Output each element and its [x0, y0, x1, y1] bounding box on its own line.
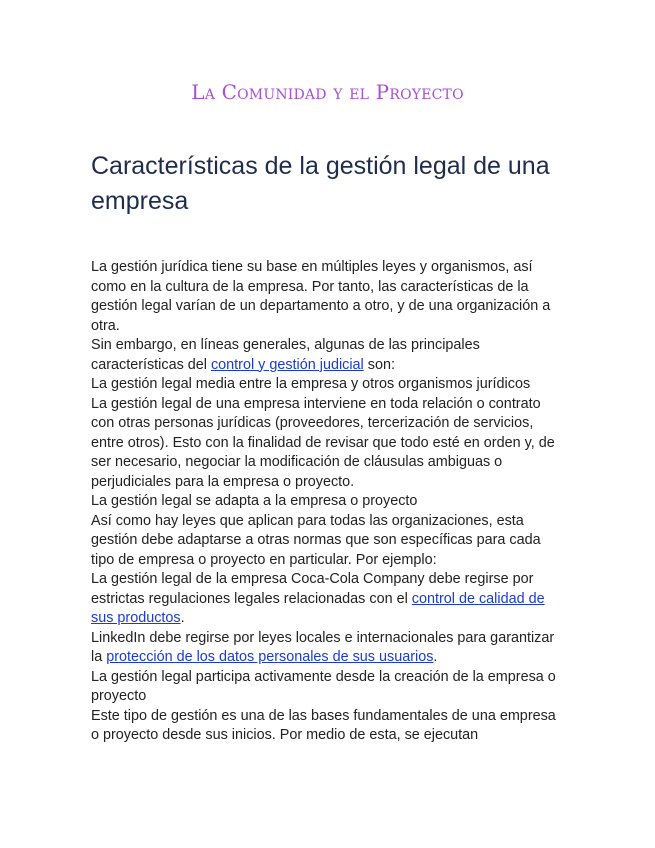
paragraph-text: Sin embargo, en líneas generales, algunas de las principales características del: [91, 337, 480, 373]
paragraph-text: son:: [363, 356, 395, 373]
paragraph-text: .: [180, 610, 185, 626]
link-control-gestion-judicial[interactable]: control y gestión judicial: [210, 356, 364, 373]
subheading-mediation: La gestión legal media entre la empresa y otros organismos jurídicos: [91, 376, 531, 392]
paragraph-text: La gestión legal de la empresa Coca-Cola Company debe regirse por estrictas regulaciones legales relacionadas con el: [91, 571, 534, 607]
paragraph-coca-cola: [91, 570, 567, 629]
paragraph-text: LinkedIn debe regirse por leyes locales e internacionales para garantizar la: [91, 629, 555, 665]
paragraph-intro: La gestión jurídica tiene su base en múltiples leyes y organismos, así como en la cultura de la empresa. Por tanto, las características de la gestión legal varían de un departamento a otro, y de una organización a otra.: [91, 259, 551, 334]
subheading-adaptation: La gestión legal se adapta a la empresa o proyecto: [91, 493, 418, 509]
document-title: Características de la gestión legal de una empresa: [91, 152, 550, 215]
paragraph-adaptation: Así como hay leyes que aplican para todas las organizaciones, esta gestión debe adaptarse a otras normas que son específicas para cada tipo de empresa o proyecto en particular. Por ejemplo:: [91, 512, 541, 568]
paragraph-characteristics-intro: [91, 336, 567, 375]
paragraph-participation: Este tipo de gestión es una de las bases fundamentales de una empresa o proyecto desde sus inicios. Por medio de esta, se ejecutan: [91, 707, 556, 743]
subheading-participation: La gestión legal participa activamente desde la creación de la empresa o proyecto: [91, 668, 556, 704]
paragraph-linkedin: [91, 629, 567, 668]
paragraph-text: .: [433, 649, 438, 665]
document-body: [91, 258, 567, 746]
link-control-calidad[interactable]: control de calidad de sus productos: [91, 590, 545, 626]
running-header: La Comunidad y el Proyecto: [191, 80, 464, 104]
link-proteccion-datos[interactable]: protección de los datos personales de sus usuarios: [106, 649, 434, 665]
paragraph-mediation: La gestión legal de una empresa interviene en toda relación o contrato con otras personas jurídicas (proveedores, tercerización de servicios, entre otros). Esto con la finalidad de revisar que todo esté en orden y, de ser necesario, negociar la modificación de cláusulas ambiguas o perjudiciales para la empresa o proyecto.: [91, 395, 555, 490]
